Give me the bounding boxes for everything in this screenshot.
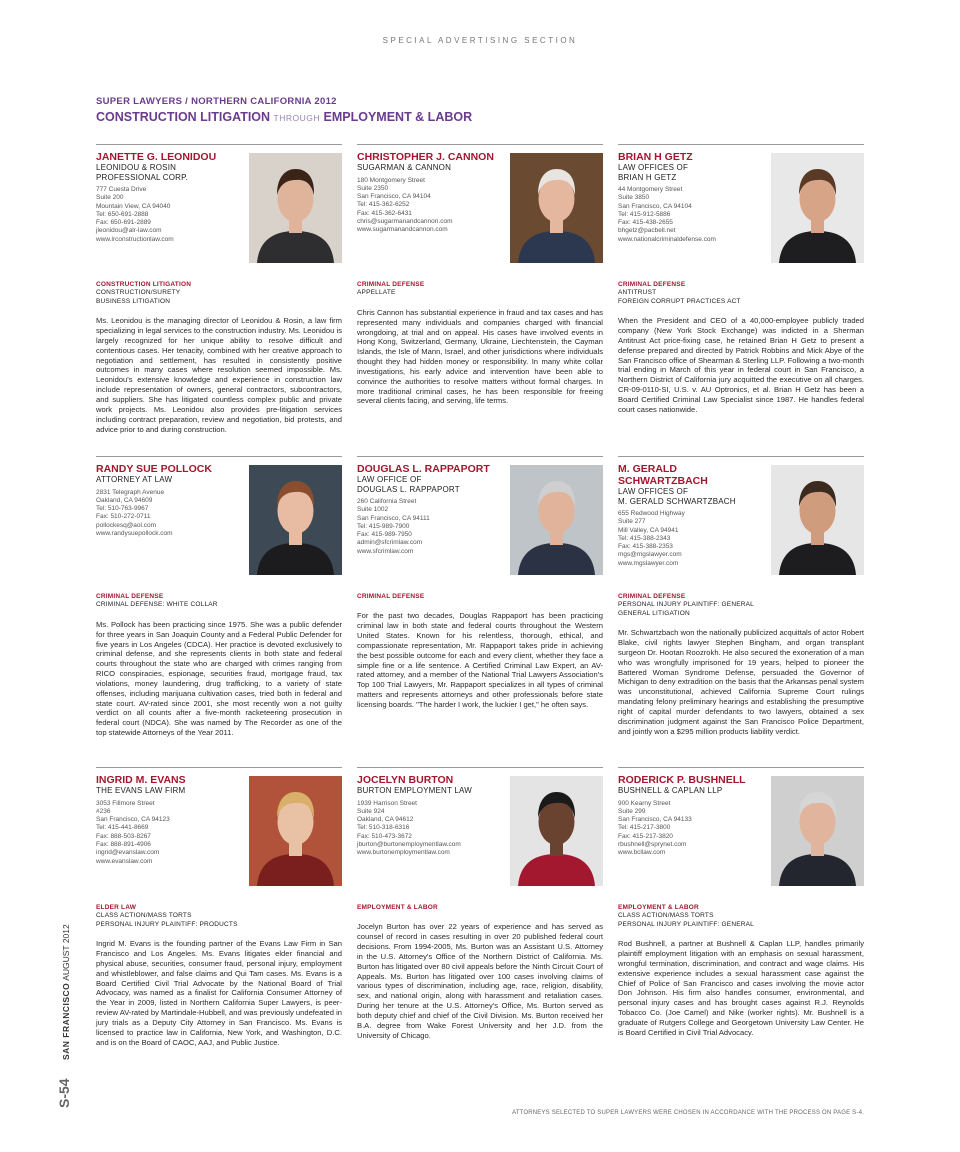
lawyer-bio: Mr. Schwartzbach won the nationally publicized acquittals of actor Robert Blake, civil rights lawyer Stephen Bingham, and organ transplant surgeon Dr. Hootan Roozrokh. He also secured the exoneration of a man who was wrongfully imprisoned for 19 years, helped to pioneer the Battered Woman Syndrome Defense, persuaded the Governor of Michigan to deny extradition on the basis that the Arkansas penal system was unconstitutional, achieved California Supreme Court rulings mandating felony preliminary hearings and establishing the presumptive right of capital murder defendants to two lawyers, obtained a sex discrimination judgment against the San Francisco Police Department, and jointly won a $295 million products liability verdict. [618,628,864,736]
contact-link[interactable]: www.randysuepollock.com [96,529,173,537]
contact-line: Suite 299 [618,807,646,815]
lawyer-name: BRIAN H GETZ [618,151,693,163]
contact-line: Tel: 415-441-8669 [96,824,149,832]
firm-name: DOUGLAS L. RAPPAPORT [357,484,460,494]
practice-areas [618,281,864,306]
contact-link[interactable]: mgs@mgslawyer.com [618,551,682,559]
contact-line: Fax: 415-362-6431 [357,209,412,217]
contact-line: Fax: 888-891-4906 [96,840,151,848]
contact-line: Oakland, CA 94612 [357,816,414,824]
contact-link[interactable]: chris@sugarmanandcannon.com [357,217,453,225]
contact-line: Tel: 415-989-7900 [357,522,410,530]
profile-header [357,463,603,579]
lawyer-bio: Ms. Pollock has been practicing since 1975. She was a public defender for three years in San Joaquin County and a Federal Public Defender for five years in Los Angeles (CDCA). Her practice is devoted exclusively to criminal defense, and she represents clients in both state and federal courts throughout the state who are charged with crimes ranging from RICO conspiracies, espionage, securities fraud, mortgage fraud, tax violations, money laundering, drug trafficking, to a variety of state offenses, including marijuana cultivation cases, tried both in federal and state court. AV-rated since 2001, she most recently won a not guilty verdict on all counts after a five-month racketeering prosecution in federal court (NDCA). She was named by The Recorder as one of the top statewide Attorneys of the Year 2011. [96,619,342,738]
page-side-label [56,924,72,1108]
practice-areas [618,593,864,618]
profile-divider [618,144,864,145]
secondary-practice-area: CONSTRUCTION/SURETY [96,289,181,297]
contact-link[interactable]: www.sfcrimlaw.com [357,547,414,555]
contact-line: 180 Montgomery Street [357,176,425,184]
contact-line: Tel: 415-388-2343 [618,534,671,542]
lawyer-bio: Ms. Leonidou is the managing director of Leonidou & Rosin, a law firm specializing in legal services to the construction industry. Ms. Leonidou is largely recognized for her unique ability to resolve difficult and contentious cases. Her tenacity, combined with her creative approach to negotiation and settlement, has resulted in consistently positive outcomes in many cases where resolution seemed impossible. Ms. Leonidou's extensive knowledge and experience in construction law include representation of owners, general contractors, subcontractors, and suppliers. She has litigated countless complex public and private work projects. Ms. Leonidou also provides pre-litigation services including contract preparation, review and negotiation, bid protests, and advice prior to and during construction. [96,316,342,434]
portrait-photo [510,465,603,575]
region-label: NORTHERN CALIFORNIA 2012 [191,96,337,107]
practice-areas [96,281,342,306]
lawyer-bio: For the past two decades, Douglas Rappaport has been practicing criminal law in both state and federal courts throughout the Western United States. Known for his relentless, thorough, ethical, and compassionate representation, Mr. Rappaport takes pride in achieving the best possible outcome for each and every client, whether they face a simple fine or a life sentence. A Certified Criminal Law Expert, an AV-rated attorney, and a member of the National Trial Lawyers Association's Top 100 Trial Lawyers, Mr. Rappaport specializes in all types of criminal matters and represents attorneys and other professionals before state licensing boards. "The harder I work, the luckier I get," he often says. [357,611,603,709]
contact-line: #236 [96,807,111,815]
lawyer-name: RODERICK P. BUSHNELL [618,774,746,786]
contact-line: San Francisco, CA 94104 [618,202,692,210]
profile-header [618,774,864,890]
portrait-photo [771,465,864,575]
contact-line: Suite 277 [618,518,646,526]
contact-link[interactable]: jleonidou@alr-law.com [96,227,162,235]
lawyer-photo [771,153,864,263]
contact-link[interactable]: pollockesq@aol.com [96,521,157,529]
contact-line: Mountain View, CA 94040 [96,202,171,210]
contact-line: Fax: 888-503-8267 [96,832,151,840]
lawyer-name: JANETTE G. LEONIDOU [96,151,217,163]
firm-name: PROFESSIONAL CORP. [96,172,189,182]
contact-line: Fax: 415-438-2655 [618,219,673,227]
lawyer-bio: When the President and CEO of a 40,000-employee publicly traded company (New York Stock Exchange) was indicted in a Sherman Antitrust Act price-fixing case, he retained Brian H Getz to present a defense prepared and directed by Patrick Robbins and Mick Abye of the San Francisco office of Shearman & Sterling LLP. Following a two-month trial ending in March of this year in federal court in San Francisco, a Northern District of California jury acquitted the executive on all charges. CR-09-0110-SI, U.S. v. AU Optronics, et al. Brian H Getz has been a Board Certified Criminal Law Specialist since 1987. He handles federal court cases nationwide. [618,316,864,414]
contact-link[interactable]: admin@sfcrimlaw.com [357,539,423,547]
contact-link[interactable]: www.nationalcriminaldefense.com [618,235,716,243]
portrait-photo [771,776,864,886]
contact-line: Tel: 510-763-9967 [96,505,149,513]
contact-line: 655 Redwood Highway [618,510,685,517]
section-kicker [96,96,337,107]
contact-link[interactable]: www.mgslawyer.com [618,559,679,567]
contact-line: 3053 Fillmore Street [96,799,155,807]
lawyer-name: INGRID M. EVANS [96,774,186,786]
contact-block [618,800,766,858]
contact-line: Suite 3850 [618,194,650,202]
contact-line: 900 Kearny Street [618,799,671,807]
contact-link[interactable]: bhgetz@pacbell.net [618,227,676,235]
contact-line: Suite 200 [96,194,124,202]
contact-line: San Francisco, CA 94111 [357,514,430,522]
portrait-photo [510,153,603,263]
title-start: CONSTRUCTION LITIGATION [96,110,271,124]
contact-line: Fax: 510-272-0711 [96,513,151,521]
contact-line: Mill Valley, CA 94941 [618,526,679,534]
contact-link[interactable]: www.bcllaw.com [618,849,666,857]
profile-divider [618,456,864,457]
firm-name: SUGARMAN & CANNON [357,163,452,172]
primary-practice-area: CRIMINAL DEFENSE [96,593,164,600]
section-title [96,110,472,124]
lawyer-photo [249,153,342,263]
practice-areas [357,281,603,298]
contact-line: Fax: 415-388-2353 [618,543,673,551]
firm-name: LAW OFFICES OF [618,163,689,172]
portrait-photo [249,465,342,575]
firm-name: M. GERALD SCHWARTZBACH [618,496,736,506]
contact-line: Fax: 415-989-7950 [357,531,412,539]
primary-practice-area: EMPLOYMENT & LABOR [357,904,438,911]
lawyer-bio: Ingrid M. Evans is the founding partner of the Evans Law Firm in San Francisco and Los Angeles. Ms. Evans litigates elder financial and physical abuse, securities, consumer fraud, personal injury, employment and whistleblower, and false claims and Qui Tam cases. Ms. Evans is a Board Certified Civil Trial Advocate by the National Board of Trial Advocacy, was named as a finalist for California Consumer Attorney of the Year in 2009, listed in Northern California Super Lawyers, is peer-review AV-rated by Martindale-Hubbell, and was previously undefeated in jury trials as a Deputy City Attorney in San Francisco. Ms. Evans is licensed to practice law in California, New York, and Washington, D.C. and is on the Board of CAOC, AAJ, and Public Justice. [96,939,342,1047]
profile-header [357,151,603,267]
contact-block [357,498,505,556]
contact-line: Tel: 415-912-5886 [618,210,671,218]
title-through: THROUGH [273,113,321,123]
contact-line: Fax: 415-217-3820 [618,832,673,840]
contact-line: 777 Cuesta Drive [96,186,147,193]
super-lawyers-label: SUPER LAWYERS / [96,96,189,107]
contact-line: Tel: 650-691-2888 [96,210,149,218]
firm-name: ATTORNEY AT LAW [96,475,173,484]
contact-line: 1939 Harrison Street [357,799,417,807]
profile-divider [357,767,603,768]
practice-areas [96,904,342,929]
title-end: EMPLOYMENT & LABOR [323,110,473,124]
lawyer-photo [249,465,342,575]
primary-practice-area: CRIMINAL DEFENSE [618,593,686,600]
lawyer-profile [96,144,342,434]
firm-name: THE EVANS LAW FIRM [96,786,186,795]
contact-block [357,800,505,858]
lawyer-profile [618,144,864,415]
secondary-practice-area: PERSONAL INJURY PLAINTIFF: PRODUCTS [96,920,238,928]
contact-line: Fax: 650-691-2889 [96,219,151,227]
primary-practice-area: CRIMINAL DEFENSE [357,593,425,600]
firm-name: LAW OFFICE OF [357,475,422,484]
page-number: S-54 [56,1078,72,1108]
profile-header [357,774,603,890]
secondary-practice-area: GENERAL LITIGATION [618,609,690,617]
lawyer-bio: Chris Cannon has substantial experience in fraud and tax cases and has represented many individuals and companies charged with financial wrongdoing, at trial and on appeal. His cases have involved events in Hong Kong, Switzerland, Germany, Ukraine, Liechtenstein, the Cayman Islands, the Isle of Mann, Israel, and other jurisdictions where individuals thought they had hidden money or responsibility. In many white collar investigations, his early advice and intervention have been able to convince the authorities to resolve matters without formal charges. In more traditional criminal cases, he has been responsible for freeing several clients facing, and serving, life terms. [357,307,603,406]
magazine-city: SAN FRANCISCO [61,982,71,1061]
practice-areas [96,593,342,610]
lawyer-profile [357,767,603,1041]
contact-line: Fax: 510-473-3672 [357,832,412,840]
lawyer-name: CHRISTOPHER J. CANNON [357,151,494,163]
lawyer-photo [249,776,342,886]
portrait-photo [249,153,342,263]
contact-block [96,800,244,866]
profile-divider [96,456,342,457]
firm-name: LEONIDOU & ROSIN [96,163,177,172]
lawyer-profile [96,456,342,738]
secondary-practice-area: ANTITRUST [618,289,657,297]
lawyer-profile [357,144,603,406]
contact-link[interactable]: rbushnell@sprynet.com [618,840,687,848]
contact-line: Suite 1002 [357,506,389,514]
firm-name: BURTON EMPLOYMENT LAW [357,786,473,795]
profile-divider [618,767,864,768]
contact-link[interactable]: www.evanslaw.com [96,857,153,865]
lawyer-profile [618,456,864,737]
profile-divider [96,767,342,768]
contact-link[interactable]: ingrid@evanslaw.com [96,849,160,857]
contact-block [96,489,244,539]
contact-link[interactable]: jburton@burtonemploymentlaw.com [357,840,461,848]
profile-header [618,463,864,579]
contact-line: San Francisco, CA 94123 [96,816,170,824]
contact-line: 44 Montgomery Street [618,186,683,193]
secondary-practice-area: PERSONAL INJURY PLAINTIFF: GENERAL [618,601,754,609]
lawyer-bio: Jocelyn Burton has over 22 years of experience and has served as counsel of record in cases resulting in over 20 published federal court decisions. From 1994-2005, Ms. Burton was an Assistant U.S. Attorney in the U.S. Attorney's Office of the Northern District of California. Ms. Burton has litigated over 80 civil appeals before the Ninth Circuit Court of Appeals. Ms. Burton has litigated over 100 cases involving claims of various types of discrimination, including age, race, religion, disability, sex, and national origin, along with harassment and retaliation cases. During her tenure at the U.S. Attorney's Office, Ms. Burton served as both deputy chief and chief of the Civil Division. Ms. Burton received her B.A. degree from Wake Forest University and her J.D. from the University of Chicago. [357,922,603,1040]
lawyer-profile [96,767,342,1048]
contact-block [96,186,244,244]
contact-line: Tel: 510-318-6316 [357,824,410,832]
lawyer-photo [771,465,864,575]
firm-name: BUSHNELL & CAPLAN LLP [618,786,723,795]
contact-line: San Francisco, CA 94104 [357,193,431,201]
contact-line: Tel: 415-362-6252 [357,201,410,209]
practice-areas [618,904,864,929]
lawyer-name: JOCELYN BURTON [357,774,454,786]
contact-block [618,510,766,568]
issue-date: AUGUST 2012 [61,924,71,981]
profile-header [618,151,864,267]
primary-practice-area: CRIMINAL DEFENSE [618,281,686,288]
secondary-practice-area: APPELLATE [357,289,396,297]
firm-name: BRIAN H GETZ [618,172,677,182]
portrait-photo [510,776,603,886]
primary-practice-area: EMPLOYMENT & LABOR [618,904,699,911]
primary-practice-area: CRIMINAL DEFENSE [357,281,425,288]
secondary-practice-area: CRIMINAL DEFENSE: WHITE COLLAR [96,601,218,609]
contact-line: Suite 2350 [357,184,389,192]
lawyer-photo [771,776,864,886]
lawyer-photo [510,465,603,575]
firm-name: LAW OFFICES OF [618,487,689,496]
secondary-practice-area: CLASS ACTION/MASS TORTS [618,912,714,920]
special-advertising-banner: SPECIAL ADVERTISING SECTION [382,36,578,45]
footer-note: ATTORNEYS SELECTED TO SUPER LAWYERS WERE CHOSEN IN ACCORDANCE WITH THE PROCESS ON PAGE S-4. [511,1110,864,1116]
secondary-practice-area: BUSINESS LITIGATION [96,297,171,305]
primary-practice-area: CONSTRUCTION LITIGATION [96,281,192,288]
lawyer-profile [357,456,603,710]
portrait-photo [771,153,864,263]
secondary-practice-area: FOREIGN CORRUPT PRACTICES ACT [618,297,741,305]
contact-line: Oakland, CA 94609 [96,496,153,504]
lawyer-name: RANDY SUE POLLOCK [96,463,212,475]
lawyer-bio: Rod Bushnell, a partner at Bushnell & Caplan LLP, handles primarily plaintiff employment litigation with an emphasis on sexual harassment, wrongful termination, discrimination, and contract and wage claims. His extensive experience includes a sexual harassment case against the Chief of Police of San Francisco and cases involving the movie actor Don Johnson. His firm also handles consumer, environmental, and personal injury cases and has brought cases against R.J. Reynolds Tobacco Co. (Joe Camel) and Nike (worker rights). Mr. Bushnell is a graduate of Rutgers College and Georgetown University Law Center. He is Board Certified in Civil Trial Advocacy. [618,939,864,1037]
contact-line: San Francisco, CA 94133 [618,816,692,824]
contact-line: Tel: 415-217-3800 [618,824,671,832]
secondary-practice-area: PERSONAL INJURY PLAINTIFF: GENERAL [618,920,754,928]
contact-line: Suite 924 [357,807,385,815]
lawyer-photo [510,776,603,886]
lawyer-name: M. GERALD SCHWARTZBACH [618,463,708,487]
secondary-practice-area: CLASS ACTION/MASS TORTS [96,912,192,920]
practice-areas [357,904,603,912]
contact-link[interactable]: www.sugarmanandcannon.com [357,226,448,234]
profile-divider [96,144,342,145]
profile-header [96,774,342,890]
contact-line: 2831 Telegraph Avenue [96,488,165,496]
lawyer-profile [618,767,864,1038]
portrait-photo [249,776,342,886]
profile-header [96,463,342,579]
contact-link[interactable]: www.lrconstructionlaw.com [96,235,174,243]
profile-header [96,151,342,267]
contact-block [618,186,766,244]
profile-divider [357,144,603,145]
lawyer-name: DOUGLAS L. RAPPAPORT [357,463,490,475]
lawyer-photo [510,153,603,263]
practice-areas [357,593,603,601]
profile-divider [357,456,603,457]
contact-block [357,177,505,235]
contact-line: 260 California Street [357,498,417,505]
primary-practice-area: ELDER LAW [96,904,137,911]
contact-link[interactable]: www.burtonemploymentlaw.com [357,849,450,857]
